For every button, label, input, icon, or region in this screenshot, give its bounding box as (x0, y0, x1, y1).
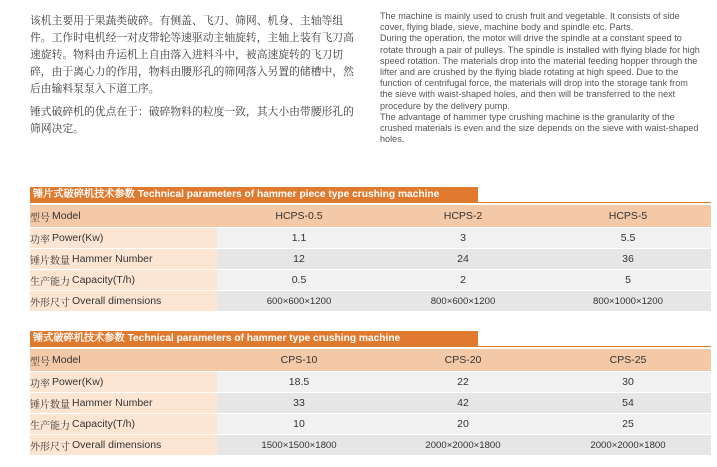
table-cell: 1.1 (291, 232, 307, 244)
table-title: 锤片式破碎机技术参数 Technical parameters of hammer piece type crushing machine (30, 187, 478, 203)
table-cell: 30 (622, 376, 634, 388)
table-cell: HCPS-2 (443, 210, 483, 222)
table-cell: 24 (457, 253, 469, 265)
row-label (30, 291, 217, 311)
table-cell: HCPS-0.5 (275, 210, 323, 222)
table-cell: 22 (457, 376, 469, 388)
row-label (30, 249, 217, 269)
row-label-en: Power(Kw) (52, 232, 104, 244)
table-cell: 0.5 (291, 274, 307, 286)
row-label-en: Model (52, 210, 81, 222)
table-cell: 36 (622, 253, 634, 265)
en-paragraph-3: The advantage of hammer type crushing machine is the granularity of the crushed materials is even and the size depends on the sieve with waist-shaped holes. (380, 111, 699, 145)
en-paragraph-2: During the operation, the motor will drive the spindle at a constant speed to rotate through a pair of pulleys. The spindle is installed with flying blade for high speed rotation. The materials drop into the material feeding hopper through the lifter and are crushed by the flying blade rotating at high speed. Due to the function of centrifugal force, the materials will drop into the storage tank from the sieve with waist-shaped holes, and then will be transferred to the next procedure by the delivery pump. (380, 33, 700, 111)
row-label-en: Capacity(T/h) (72, 274, 136, 286)
chinese-description (30, 12, 362, 143)
table-cell: 2000×2000×1800 (425, 439, 501, 451)
table-row-power (30, 227, 711, 248)
row-label-cn: 生产能力 (30, 276, 70, 288)
row-label-cn: 型号 (30, 356, 50, 368)
table-cell: 42 (457, 397, 469, 409)
row-label-en: Model (52, 354, 81, 366)
row-label-cn: 功率 (30, 234, 50, 246)
row-label (30, 393, 217, 413)
row-label (30, 435, 217, 455)
title-underline (30, 202, 711, 203)
table-row-model (30, 205, 711, 227)
row-label-en: Overall dimensions (72, 295, 162, 307)
table-title: 锤式破碎机技术参数 Technical parameters of hammer type crushing machine (30, 331, 478, 347)
english-description (380, 11, 700, 145)
table-cell: 600×600×1200 (266, 295, 332, 307)
table-cell: 20 (457, 418, 469, 430)
row-label-en: Overall dimensions (72, 439, 162, 451)
table-cell: 2 (460, 274, 466, 286)
row-label (30, 414, 217, 434)
row-label (30, 270, 217, 290)
row-label (30, 372, 217, 392)
row-label (30, 349, 217, 371)
table-cell: 1500×1500×1800 (261, 439, 337, 451)
table-cell: 5.5 (620, 232, 636, 244)
table-cell: 5 (625, 274, 631, 286)
row-label-cn: 锤片数量 (30, 255, 70, 267)
table-row-hammer-number (30, 392, 711, 413)
table-row-capacity (30, 269, 711, 290)
table-row-dimensions (30, 434, 711, 455)
row-label-cn: 生产能力 (30, 420, 70, 432)
row-label-en: Power(Kw) (52, 376, 104, 388)
table-cell: 800×1000×1200 (593, 295, 663, 307)
table-cell: 3 (460, 232, 466, 244)
row-label-cn: 外形尺寸 (30, 297, 70, 309)
table-cell: 33 (293, 397, 305, 409)
row-label-cn: 型号 (30, 212, 50, 224)
title-underline (30, 346, 711, 347)
table-cell: 800×600×1200 (430, 295, 496, 307)
row-label (30, 228, 217, 248)
table-row-capacity (30, 413, 711, 434)
cn-paragraph-2: 锤式破碎机的优点在于：破碎物料的粒度一致，其大小由带腰形孔的筛网决定。 (30, 105, 354, 135)
row-label-cn: 锤片数量 (30, 399, 70, 411)
hammer-type-spec-table (30, 331, 711, 455)
row-label-cn: 外形尺寸 (30, 441, 70, 453)
cn-paragraph-1: 该机主要用于果蔬类破碎。有侧盖、飞刀、筛网、机身、主轴等组件。工作时电机经一对皮带轮等速驱动主轴旋转，主轴上装有飞刀高速旋转。物料由升运机上自由落入进料斗中，被高速旋转的飞刀切碎，由于离心力的作用，物料由腰形孔的筛网落入另置的储槽中，然后由输料泵泵入下道工序。 (30, 14, 354, 95)
table-cell: 25 (622, 418, 634, 430)
row-label (30, 205, 217, 227)
table-cell: 54 (622, 397, 634, 409)
table-cell: CPS-25 (609, 354, 647, 366)
en-paragraph-1: The machine is mainly used to crush fruit and vegetable. It consists of side cover, flying blade, sieve, machine body and spindle etc. Parts. (380, 11, 680, 33)
table-cell: HCPS-5 (608, 210, 648, 222)
row-label-en: Hammer Number (72, 397, 153, 409)
table-row-power (30, 371, 711, 392)
table-cell: 10 (293, 418, 305, 430)
table-row-model (30, 349, 711, 371)
table-row-hammer-number (30, 248, 711, 269)
row-label-en: Capacity(T/h) (72, 418, 136, 430)
table-cell: CPS-10 (280, 354, 318, 366)
table-cell: 18.5 (288, 376, 310, 388)
table-cell: 2000×2000×1800 (590, 439, 666, 451)
table-cell: CPS-20 (444, 354, 482, 366)
row-label-cn: 功率 (30, 378, 50, 390)
table-row-dimensions (30, 290, 711, 311)
row-label-en: Hammer Number (72, 253, 153, 265)
hammer-piece-spec-table (30, 187, 711, 311)
table-cell: 12 (293, 253, 305, 265)
